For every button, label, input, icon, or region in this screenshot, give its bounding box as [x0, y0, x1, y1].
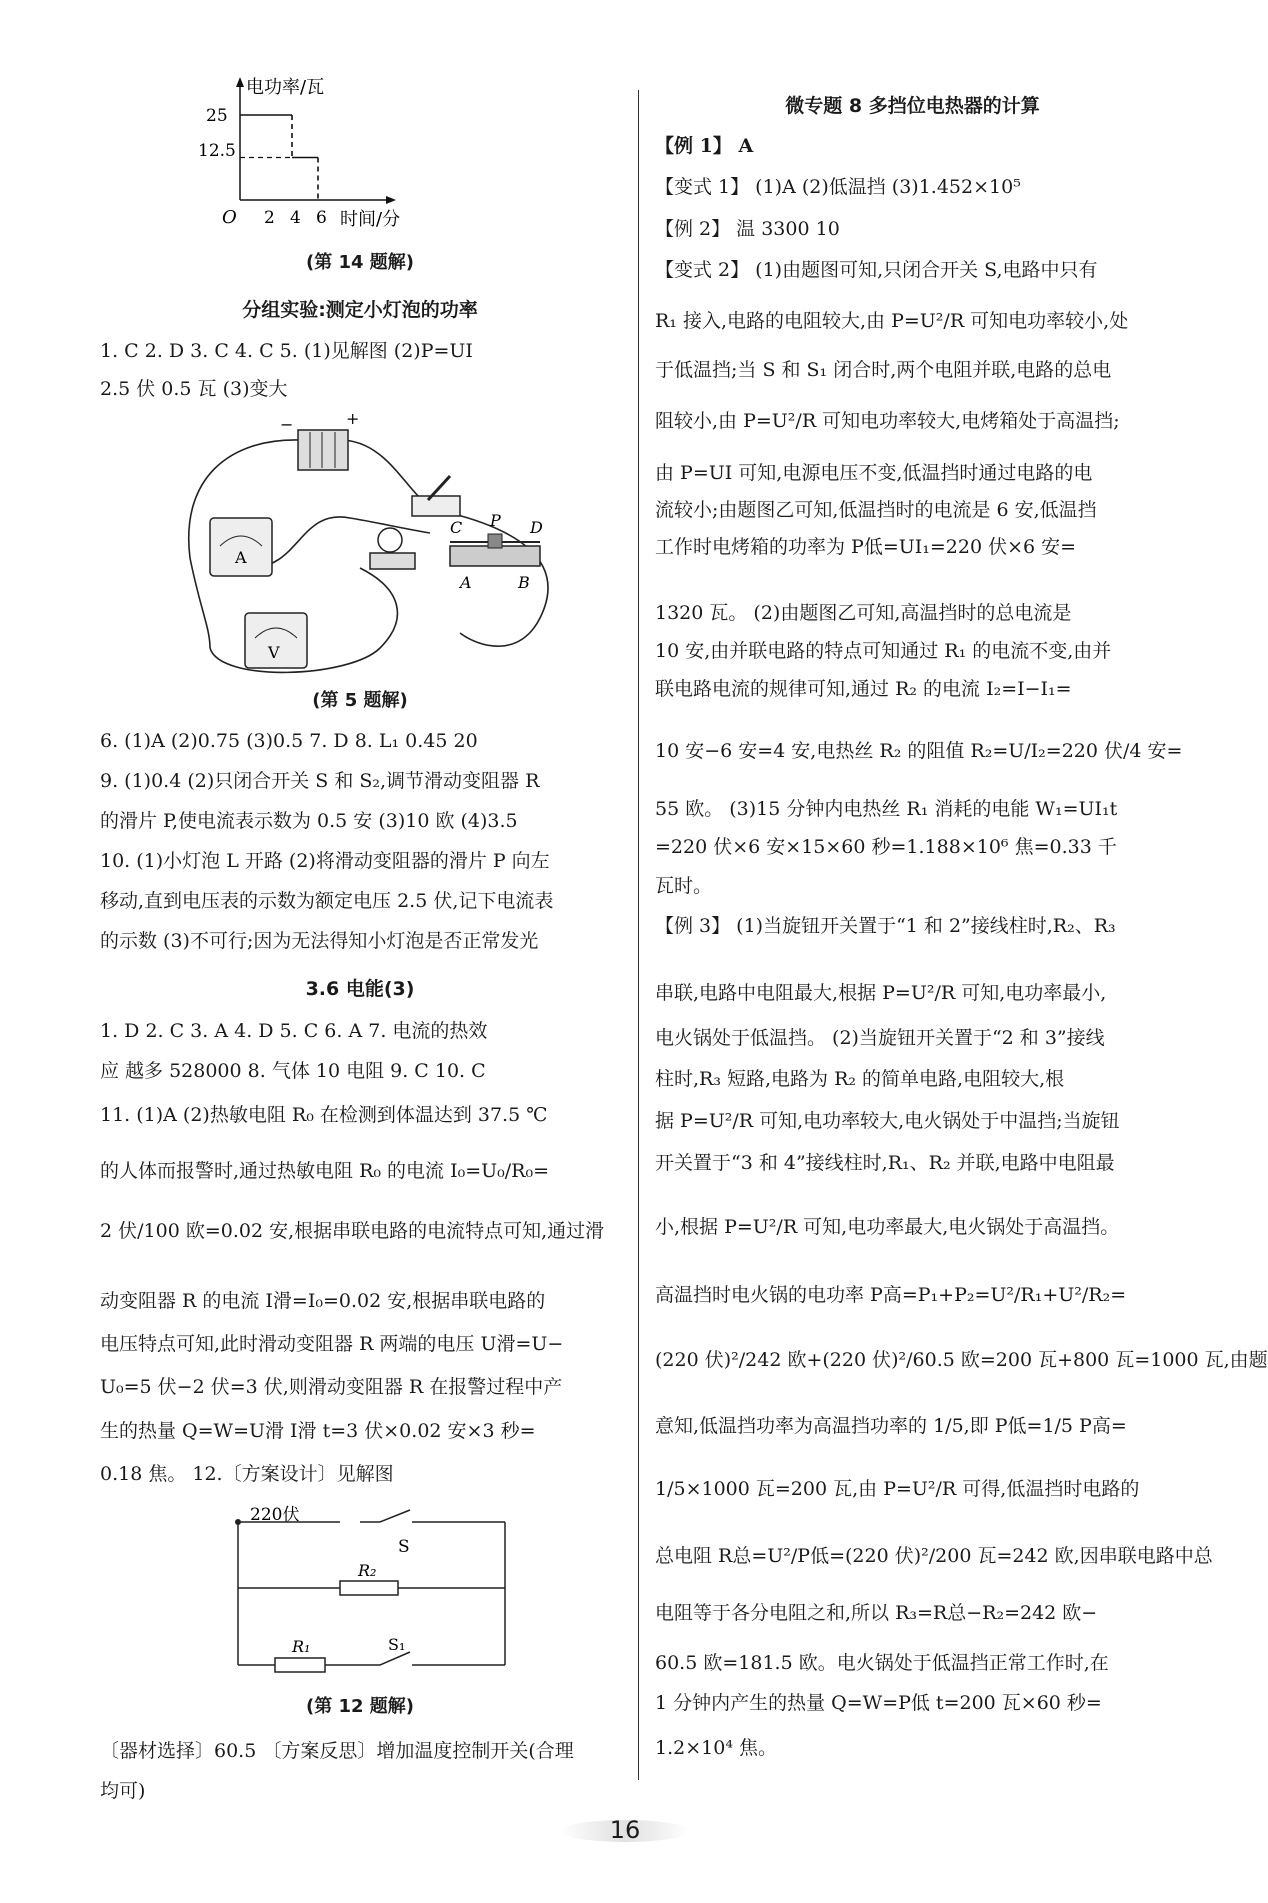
answer-line: 1320 瓦。 (2)由题图乙可知,高温挡时的总电流是: [655, 602, 1072, 624]
x-axis-label: 时间/分: [340, 209, 401, 230]
answer-line: 电阻等于各分电阻之和,所以 R₃=R总−R₂=242 欧−: [655, 1602, 1098, 1624]
answer-line: 2 伏/100 欧=0.02 安,根据串联电路的电流特点可知,通过滑: [100, 1220, 605, 1242]
switch: [412, 496, 460, 516]
page-number: 16: [609, 1816, 641, 1844]
rheostat-label-c: C: [450, 518, 463, 537]
switch-s1-label: S₁: [388, 1635, 406, 1654]
y-axis-arrow: [236, 77, 244, 87]
resistor-r2: [340, 1581, 398, 1595]
answer-line: 9. (1)0.4 (2)只闭合开关 S 和 S₂,调节滑动变阻器 R: [100, 770, 540, 792]
x-tick-label: 2: [264, 208, 275, 228]
voltmeter-label: V: [268, 643, 280, 662]
answer-line: 生的热量 Q=W=U滑 I滑 t=3 伏×0.02 安×3 秒=: [100, 1420, 536, 1442]
answer-line: 的滑片 P,使电流表示数为 0.5 安 (3)10 欧 (4)3.5: [100, 810, 518, 832]
battery-plus: +: [346, 409, 360, 428]
ammeter-body: [210, 518, 272, 576]
section-title-experiment: 分组实验:测定小灯泡的功率: [242, 299, 478, 321]
x-axis-arrow: [386, 196, 396, 204]
answer-line: 1. D 2. C 3. A 4. D 5. C 6. A 7. 电流的热效: [100, 1020, 488, 1042]
x-tick-label: 4: [290, 208, 301, 228]
answer-line: 电火锅处于低温挡。 (2)当旋钮开关置于“2 和 3”接线: [655, 1027, 1105, 1049]
answer-line: 瓦时。: [655, 875, 713, 897]
rheostat-label-d: D: [530, 518, 543, 537]
answer-line: 联电路电流的规律可知,通过 R₂ 的电流 I₂=I−I₁=: [655, 678, 1072, 700]
answer-line: 据 P=U²/R 可知,电功率较大,电火锅处于中温挡;当旋钮: [655, 1110, 1120, 1132]
answer-line: 高温挡时电火锅的电功率 P高=P₁+P₂=U²/R₁+U²/R₂=: [655, 1284, 1127, 1306]
answer-line: =220 伏×6 安×15×60 秒=1.188×10⁶ 焦=0.33 千: [655, 836, 1117, 858]
answer-line: 〔器材选择〕60.5 〔方案反思〕增加温度控制开关(合理: [100, 1740, 574, 1762]
answer-line: 电压特点可知,此时滑动变阻器 R 两端的电压 U滑=U−: [100, 1333, 564, 1355]
battery-minus: −: [280, 415, 294, 434]
rheostat-label-p: P: [490, 511, 501, 530]
r1-label: R₁: [292, 1637, 311, 1656]
answer-line: 串联,电路中电阻最大,根据 P=U²/R 可知,电功率最小,: [655, 982, 1107, 1004]
fig14-caption: (第 14 题解): [305, 252, 415, 273]
answer-line: R₁ 接入,电路的电阻较大,由 P=U²/R 可知电功率较小,处: [655, 310, 1129, 332]
answer-line: 工作时电烤箱的功率为 P低=UI₁=220 伏×6 安=: [655, 536, 1077, 558]
x-tick-label: 6: [316, 208, 327, 228]
fig12-caption: (第 12 题解): [305, 1696, 415, 1717]
answer-line: 11. (1)A (2)热敏电阻 R₀ 在检测到体温达到 37.5 ℃: [100, 1104, 548, 1126]
switch-s: [380, 1510, 410, 1522]
resistor-r1: [275, 1658, 325, 1672]
answer-line: 10 安,由并联电路的特点可知通过 R₁ 的电流不变,由并: [655, 640, 1112, 662]
answer-line: (220 伏)²/242 欧+(220 伏)²/60.5 欧=200 瓦+800 瓦=1000 瓦,由题: [655, 1349, 1268, 1371]
answer-line: 小,根据 P=U²/R 可知,电功率最大,电火锅处于高温挡。: [655, 1216, 1120, 1238]
answer-line: 的示数 (3)不可行;因为无法得知小灯泡是否正常发光: [100, 930, 539, 952]
answer-line: 流较小;由题图乙可知,低温挡时的电流是 6 安,低温挡: [655, 499, 1097, 521]
rheostat-label-b: B: [518, 573, 530, 592]
lamp-bulb: [378, 528, 402, 552]
y-tick-label: 25: [206, 106, 228, 126]
supply-voltage-label: 220伏: [250, 1505, 300, 1525]
answer-line: 柱时,R₃ 短路,电路为 R₂ 的简单电路,电阻较大,根: [655, 1068, 1065, 1090]
y-axis-label: 电功率/瓦: [246, 77, 325, 98]
rheostat-slider: [488, 534, 502, 548]
answer-line: 【例 3】 (1)当旋钮开关置于“1 和 2”接线柱时,R₂、R₃: [655, 915, 1116, 937]
lamp-base: [370, 553, 415, 569]
answer-line: 【例 1】 A: [655, 135, 754, 157]
answer-line: 60.5 欧=181.5 欧。电火锅处于低温挡正常工作时,在: [655, 1652, 1109, 1674]
answer-line: 总电阻 R总=U²/P低=(220 伏)²/200 瓦=242 欧,因串联电路中总: [655, 1545, 1213, 1567]
answer-line: 6. (1)A (2)0.75 (3)0.5 7. D 8. L₁ 0.45 20: [100, 730, 478, 752]
answer-line: 1. C 2. D 3. C 4. C 5. (1)见解图 (2)P=UI: [100, 340, 473, 362]
answer-line: 应 越多 528000 8. 气体 10 电阻 9. C 10. C: [100, 1060, 486, 1082]
answer-line: 1.2×10⁴ 焦。: [655, 1737, 777, 1759]
section-title-energy: 3.6 电能(3): [305, 978, 415, 1000]
y-tick-label: 12.5: [198, 141, 236, 161]
answer-line: U₀=5 伏−2 伏=3 伏,则滑动变阻器 R 在报警过程中产: [100, 1376, 563, 1398]
answer-line: 由 P=UI 可知,电源电压不变,低温挡时通过电路的电: [655, 462, 1093, 484]
answer-line: 意知,低温挡功率为高温挡功率的 1/5,即 P低=1/5 P高=: [655, 1415, 1127, 1437]
answer-line: 55 欧。 (3)15 分钟内电热丝 R₁ 消耗的电能 W₁=UI₁t: [655, 798, 1118, 820]
section-title-topic8: 微专题 8 多挡位电热器的计算: [785, 95, 1040, 117]
answer-line: 【变式 2】 (1)由题图可知,只闭合开关 S,电路中只有: [655, 259, 1098, 281]
answer-line: 【例 2】 温 3300 10: [655, 218, 840, 240]
answer-line: 均可): [100, 1780, 146, 1802]
answer-line: 10 安−6 安=4 安,电热丝 R₂ 的阻值 R₂=U/I₂=220 伏/4 安=: [655, 740, 1183, 762]
answer-line: 于低温挡;当 S 和 S₁ 闭合时,两个电阻并联,电路的总电: [655, 359, 1112, 381]
switch-s-label: S: [398, 1537, 410, 1557]
ammeter-label: A: [235, 548, 247, 567]
answer-line: 【变式 1】 (1)A (2)低温挡 (3)1.452×10⁵: [655, 176, 1021, 198]
answer-line: 1 分钟内产生的热量 Q=W=P低 t=200 瓦×60 秒=: [655, 1692, 1102, 1714]
rheostat-body: [450, 546, 540, 566]
circuit-diagram-fig5: [150, 409, 570, 688]
power-time-chart: [198, 75, 480, 245]
answer-line: 10. (1)小灯泡 L 开路 (2)将滑动变阻器的滑片 P 向左: [100, 850, 550, 872]
circuit-diagram-fig12: [220, 1500, 520, 1690]
fig5-caption: (第 5 题解): [312, 690, 408, 711]
answer-line: 开关置于“3 和 4”接线柱时,R₁、R₂ 并联,电路中电阻最: [655, 1152, 1115, 1174]
answer-line: 移动,直到电压表的示数为额定电压 2.5 伏,记下电流表: [100, 890, 554, 912]
rheostat-label-a: A: [460, 573, 472, 592]
r2-label: R₂: [358, 1561, 377, 1580]
answer-line: 2.5 伏 0.5 瓦 (3)变大: [100, 378, 288, 400]
answer-line: 0.18 焦。 12.〔方案设计〕见解图: [100, 1463, 394, 1485]
column-divider: [638, 90, 639, 1780]
answer-line: 1/5×1000 瓦=200 瓦,由 P=U²/R 可得,低温挡时电路的: [655, 1478, 1140, 1500]
answer-line: 的人体而报警时,通过热敏电阻 R₀ 的电流 I₀=U₀/R₀=: [100, 1160, 549, 1182]
answer-line: 动变阻器 R 的电流 I滑=I₀=0.02 安,根据串联电路的: [100, 1290, 546, 1312]
wire: [340, 440, 420, 498]
answer-line: 阻较小,由 P=U²/R 可知电功率较大,电烤箱处于高温挡;: [655, 410, 1120, 432]
origin-label: O: [222, 207, 237, 228]
battery: [298, 430, 348, 470]
